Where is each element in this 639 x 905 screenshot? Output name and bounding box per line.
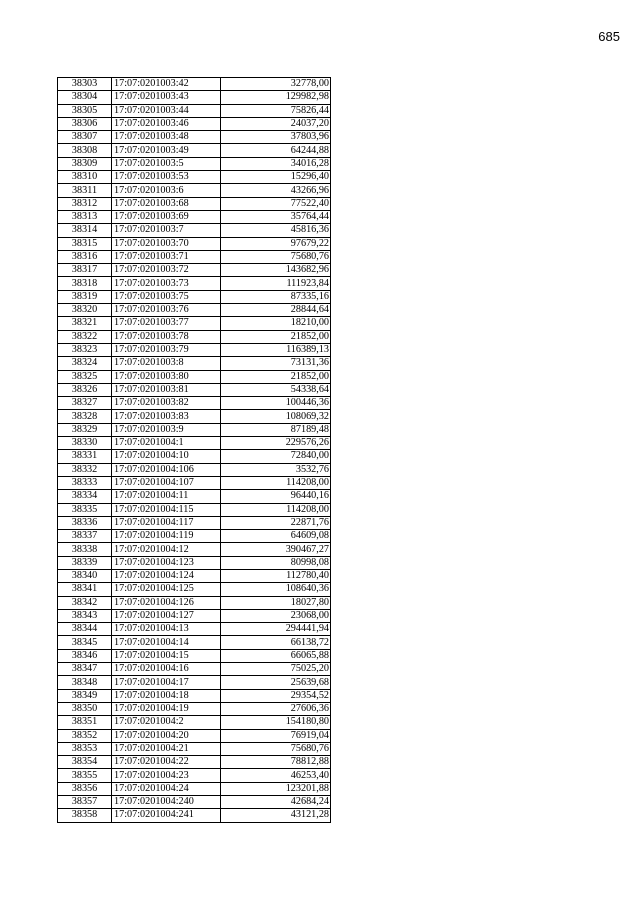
value-cell: 80998,08 xyxy=(221,556,331,569)
table-row xyxy=(58,490,331,503)
row-number-cell: 38340 xyxy=(58,569,112,582)
cadastral-number-cell: 17:07:0201003:71 xyxy=(112,250,221,263)
row-number-cell: 38350 xyxy=(58,702,112,715)
cadastral-number-cell: 17:07:0201003:77 xyxy=(112,317,221,330)
table-body xyxy=(58,78,331,823)
table-row xyxy=(58,796,331,809)
table-row xyxy=(58,277,331,290)
cadastral-number-cell: 17:07:0201004:240 xyxy=(112,796,221,809)
row-number-cell: 38358 xyxy=(58,809,112,822)
table-row xyxy=(58,197,331,210)
row-number-cell: 38349 xyxy=(58,689,112,702)
table-row xyxy=(58,596,331,609)
cadastral-number-cell: 17:07:0201003:83 xyxy=(112,410,221,423)
value-cell: 32778,00 xyxy=(221,78,331,91)
table-row xyxy=(58,729,331,742)
row-number-cell: 38354 xyxy=(58,756,112,769)
cadastral-number-cell: 17:07:0201004:119 xyxy=(112,530,221,543)
value-cell: 87335,16 xyxy=(221,290,331,303)
value-cell: 294441,94 xyxy=(221,623,331,636)
table-row xyxy=(58,476,331,489)
cadastral-number-cell: 17:07:0201003:6 xyxy=(112,184,221,197)
value-cell: 78812,88 xyxy=(221,756,331,769)
value-cell: 123201,88 xyxy=(221,782,331,795)
value-cell: 25639,68 xyxy=(221,676,331,689)
table-row xyxy=(58,224,331,237)
cadastral-number-cell: 17:07:0201004:126 xyxy=(112,596,221,609)
table-row xyxy=(58,78,331,91)
value-cell: 29354,52 xyxy=(221,689,331,702)
cadastral-value-table xyxy=(57,77,331,823)
table-row xyxy=(58,117,331,130)
value-cell: 37803,96 xyxy=(221,131,331,144)
row-number-cell: 38315 xyxy=(58,237,112,250)
cadastral-number-cell: 17:07:0201004:24 xyxy=(112,782,221,795)
value-cell: 87189,48 xyxy=(221,423,331,436)
table-row xyxy=(58,144,331,157)
cadastral-number-cell: 17:07:0201004:23 xyxy=(112,769,221,782)
row-number-cell: 38303 xyxy=(58,78,112,91)
cadastral-number-cell: 17:07:0201004:20 xyxy=(112,729,221,742)
value-cell: 108069,32 xyxy=(221,410,331,423)
cadastral-number-cell: 17:07:0201004:115 xyxy=(112,503,221,516)
table-row xyxy=(58,716,331,729)
table-row xyxy=(58,809,331,822)
value-cell: 66065,88 xyxy=(221,649,331,662)
value-cell: 100446,36 xyxy=(221,397,331,410)
value-cell: 72840,00 xyxy=(221,450,331,463)
cadastral-number-cell: 17:07:0201003:79 xyxy=(112,343,221,356)
row-number-cell: 38329 xyxy=(58,423,112,436)
table-row xyxy=(58,343,331,356)
row-number-cell: 38325 xyxy=(58,370,112,383)
row-number-cell: 38345 xyxy=(58,636,112,649)
cadastral-number-cell: 17:07:0201004:124 xyxy=(112,569,221,582)
cadastral-number-cell: 17:07:0201003:42 xyxy=(112,78,221,91)
table-row xyxy=(58,636,331,649)
row-number-cell: 38314 xyxy=(58,224,112,237)
row-number-cell: 38318 xyxy=(58,277,112,290)
cadastral-number-cell: 17:07:0201003:76 xyxy=(112,304,221,317)
value-cell: 97679,22 xyxy=(221,237,331,250)
row-number-cell: 38339 xyxy=(58,556,112,569)
row-number-cell: 38317 xyxy=(58,264,112,277)
cadastral-number-cell: 17:07:0201003:44 xyxy=(112,104,221,117)
value-cell: 77522,40 xyxy=(221,197,331,210)
value-cell: 64609,08 xyxy=(221,530,331,543)
row-number-cell: 38330 xyxy=(58,437,112,450)
cadastral-number-cell: 17:07:0201004:117 xyxy=(112,516,221,529)
row-number-cell: 38308 xyxy=(58,144,112,157)
value-cell: 15296,40 xyxy=(221,171,331,184)
table-row xyxy=(58,423,331,436)
cadastral-number-cell: 17:07:0201004:21 xyxy=(112,742,221,755)
table-row xyxy=(58,609,331,622)
value-cell: 35764,44 xyxy=(221,210,331,223)
table-row xyxy=(58,410,331,423)
cadastral-number-cell: 17:07:0201003:46 xyxy=(112,117,221,130)
row-number-cell: 38342 xyxy=(58,596,112,609)
value-cell: 3532,76 xyxy=(221,463,331,476)
table-row xyxy=(58,397,331,410)
table-row xyxy=(58,782,331,795)
row-number-cell: 38355 xyxy=(58,769,112,782)
table-row xyxy=(58,769,331,782)
value-cell: 34016,28 xyxy=(221,157,331,170)
value-cell: 43121,28 xyxy=(221,809,331,822)
table-row xyxy=(58,370,331,383)
table-row xyxy=(58,437,331,450)
cadastral-number-cell: 17:07:0201004:19 xyxy=(112,702,221,715)
row-number-cell: 38320 xyxy=(58,304,112,317)
cadastral-number-cell: 17:07:0201004:125 xyxy=(112,583,221,596)
table-row xyxy=(58,530,331,543)
cadastral-number-cell: 17:07:0201003:75 xyxy=(112,290,221,303)
row-number-cell: 38311 xyxy=(58,184,112,197)
row-number-cell: 38341 xyxy=(58,583,112,596)
row-number-cell: 38352 xyxy=(58,729,112,742)
cadastral-number-cell: 17:07:0201003:49 xyxy=(112,144,221,157)
value-cell: 96440,16 xyxy=(221,490,331,503)
page-number: 685 xyxy=(598,29,620,44)
table-row xyxy=(58,503,331,516)
cadastral-number-cell: 17:07:0201004:241 xyxy=(112,809,221,822)
value-cell: 27606,36 xyxy=(221,702,331,715)
cadastral-number-cell: 17:07:0201004:107 xyxy=(112,476,221,489)
value-cell: 111923,84 xyxy=(221,277,331,290)
row-number-cell: 38346 xyxy=(58,649,112,662)
cadastral-number-cell: 17:07:0201003:68 xyxy=(112,197,221,210)
value-cell: 116389,13 xyxy=(221,343,331,356)
row-number-cell: 38309 xyxy=(58,157,112,170)
row-number-cell: 38323 xyxy=(58,343,112,356)
cadastral-number-cell: 17:07:0201003:78 xyxy=(112,330,221,343)
row-number-cell: 38348 xyxy=(58,676,112,689)
table-row xyxy=(58,463,331,476)
table-row xyxy=(58,756,331,769)
row-number-cell: 38316 xyxy=(58,250,112,263)
value-cell: 18027,80 xyxy=(221,596,331,609)
cadastral-number-cell: 17:07:0201003:80 xyxy=(112,370,221,383)
row-number-cell: 38351 xyxy=(58,716,112,729)
value-cell: 114208,00 xyxy=(221,503,331,516)
row-number-cell: 38333 xyxy=(58,476,112,489)
cadastral-number-cell: 17:07:0201004:10 xyxy=(112,450,221,463)
cadastral-number-cell: 17:07:0201004:123 xyxy=(112,556,221,569)
cadastral-number-cell: 17:07:0201004:16 xyxy=(112,663,221,676)
cadastral-number-cell: 17:07:0201003:70 xyxy=(112,237,221,250)
value-cell: 143682,96 xyxy=(221,264,331,277)
row-number-cell: 38312 xyxy=(58,197,112,210)
row-number-cell: 38306 xyxy=(58,117,112,130)
value-cell: 54338,64 xyxy=(221,383,331,396)
cadastral-number-cell: 17:07:0201003:82 xyxy=(112,397,221,410)
row-number-cell: 38319 xyxy=(58,290,112,303)
cadastral-number-cell: 17:07:0201004:127 xyxy=(112,609,221,622)
row-number-cell: 38327 xyxy=(58,397,112,410)
table-row xyxy=(58,157,331,170)
cadastral-number-cell: 17:07:0201003:53 xyxy=(112,171,221,184)
cadastral-number-cell: 17:07:0201003:69 xyxy=(112,210,221,223)
table-row xyxy=(58,569,331,582)
row-number-cell: 38347 xyxy=(58,663,112,676)
value-cell: 28844,64 xyxy=(221,304,331,317)
table-row xyxy=(58,516,331,529)
table-row xyxy=(58,237,331,250)
value-cell: 75680,76 xyxy=(221,742,331,755)
row-number-cell: 38328 xyxy=(58,410,112,423)
cadastral-number-cell: 17:07:0201003:7 xyxy=(112,224,221,237)
value-cell: 112780,40 xyxy=(221,569,331,582)
table-row xyxy=(58,383,331,396)
cadastral-number-cell: 17:07:0201003:81 xyxy=(112,383,221,396)
value-cell: 21852,00 xyxy=(221,370,331,383)
row-number-cell: 38344 xyxy=(58,623,112,636)
table-row xyxy=(58,330,331,343)
row-number-cell: 38338 xyxy=(58,543,112,556)
table-row xyxy=(58,742,331,755)
cadastral-number-cell: 17:07:0201004:22 xyxy=(112,756,221,769)
table-row xyxy=(58,250,331,263)
value-cell: 46253,40 xyxy=(221,769,331,782)
row-number-cell: 38331 xyxy=(58,450,112,463)
value-cell: 76919,04 xyxy=(221,729,331,742)
value-cell: 390467,27 xyxy=(221,543,331,556)
cadastral-number-cell: 17:07:0201003:9 xyxy=(112,423,221,436)
row-number-cell: 38337 xyxy=(58,530,112,543)
table-row xyxy=(58,104,331,117)
row-number-cell: 38356 xyxy=(58,782,112,795)
table-row xyxy=(58,131,331,144)
table-row xyxy=(58,264,331,277)
row-number-cell: 38304 xyxy=(58,91,112,104)
table-row xyxy=(58,184,331,197)
row-number-cell: 38335 xyxy=(58,503,112,516)
value-cell: 64244,88 xyxy=(221,144,331,157)
row-number-cell: 38336 xyxy=(58,516,112,529)
cadastral-number-cell: 17:07:0201003:5 xyxy=(112,157,221,170)
value-cell: 75680,76 xyxy=(221,250,331,263)
row-number-cell: 38343 xyxy=(58,609,112,622)
table-row xyxy=(58,676,331,689)
cadastral-number-cell: 17:07:0201004:17 xyxy=(112,676,221,689)
cadastral-number-cell: 17:07:0201004:1 xyxy=(112,437,221,450)
table-row xyxy=(58,543,331,556)
cadastral-number-cell: 17:07:0201004:13 xyxy=(112,623,221,636)
cadastral-number-cell: 17:07:0201003:43 xyxy=(112,91,221,104)
value-cell: 66138,72 xyxy=(221,636,331,649)
table-row xyxy=(58,171,331,184)
row-number-cell: 38307 xyxy=(58,131,112,144)
row-number-cell: 38313 xyxy=(58,210,112,223)
value-cell: 114208,00 xyxy=(221,476,331,489)
cadastral-number-cell: 17:07:0201003:8 xyxy=(112,357,221,370)
table-row xyxy=(58,623,331,636)
table-row xyxy=(58,450,331,463)
value-cell: 154180,80 xyxy=(221,716,331,729)
row-number-cell: 38353 xyxy=(58,742,112,755)
value-cell: 42684,24 xyxy=(221,796,331,809)
row-number-cell: 38332 xyxy=(58,463,112,476)
table-row xyxy=(58,556,331,569)
table-row xyxy=(58,210,331,223)
table-row xyxy=(58,663,331,676)
cadastral-number-cell: 17:07:0201003:48 xyxy=(112,131,221,144)
cadastral-number-cell: 17:07:0201004:11 xyxy=(112,490,221,503)
cadastral-number-cell: 17:07:0201004:18 xyxy=(112,689,221,702)
value-cell: 129982,98 xyxy=(221,91,331,104)
row-number-cell: 38322 xyxy=(58,330,112,343)
cadastral-number-cell: 17:07:0201004:106 xyxy=(112,463,221,476)
value-cell: 229576,26 xyxy=(221,437,331,450)
value-cell: 23068,00 xyxy=(221,609,331,622)
value-cell: 22871,76 xyxy=(221,516,331,529)
row-number-cell: 38310 xyxy=(58,171,112,184)
cadastral-number-cell: 17:07:0201004:15 xyxy=(112,649,221,662)
value-cell: 73131,36 xyxy=(221,357,331,370)
table-row xyxy=(58,689,331,702)
table-row xyxy=(58,290,331,303)
row-number-cell: 38321 xyxy=(58,317,112,330)
value-cell: 75025,20 xyxy=(221,663,331,676)
row-number-cell: 38305 xyxy=(58,104,112,117)
cadastral-number-cell: 17:07:0201004:14 xyxy=(112,636,221,649)
table-row xyxy=(58,304,331,317)
row-number-cell: 38324 xyxy=(58,357,112,370)
value-cell: 24037,20 xyxy=(221,117,331,130)
value-cell: 75826,44 xyxy=(221,104,331,117)
cadastral-number-cell: 17:07:0201003:72 xyxy=(112,264,221,277)
table-row xyxy=(58,357,331,370)
table-row xyxy=(58,702,331,715)
table-row xyxy=(58,583,331,596)
cadastral-number-cell: 17:07:0201004:12 xyxy=(112,543,221,556)
value-cell: 43266,96 xyxy=(221,184,331,197)
row-number-cell: 38357 xyxy=(58,796,112,809)
cadastral-number-cell: 17:07:0201004:2 xyxy=(112,716,221,729)
value-cell: 45816,36 xyxy=(221,224,331,237)
row-number-cell: 38326 xyxy=(58,383,112,396)
value-cell: 18210,00 xyxy=(221,317,331,330)
row-number-cell: 38334 xyxy=(58,490,112,503)
cadastral-number-cell: 17:07:0201003:73 xyxy=(112,277,221,290)
table-row xyxy=(58,91,331,104)
table-row xyxy=(58,317,331,330)
value-cell: 21852,00 xyxy=(221,330,331,343)
table-row xyxy=(58,649,331,662)
value-cell: 108640,36 xyxy=(221,583,331,596)
